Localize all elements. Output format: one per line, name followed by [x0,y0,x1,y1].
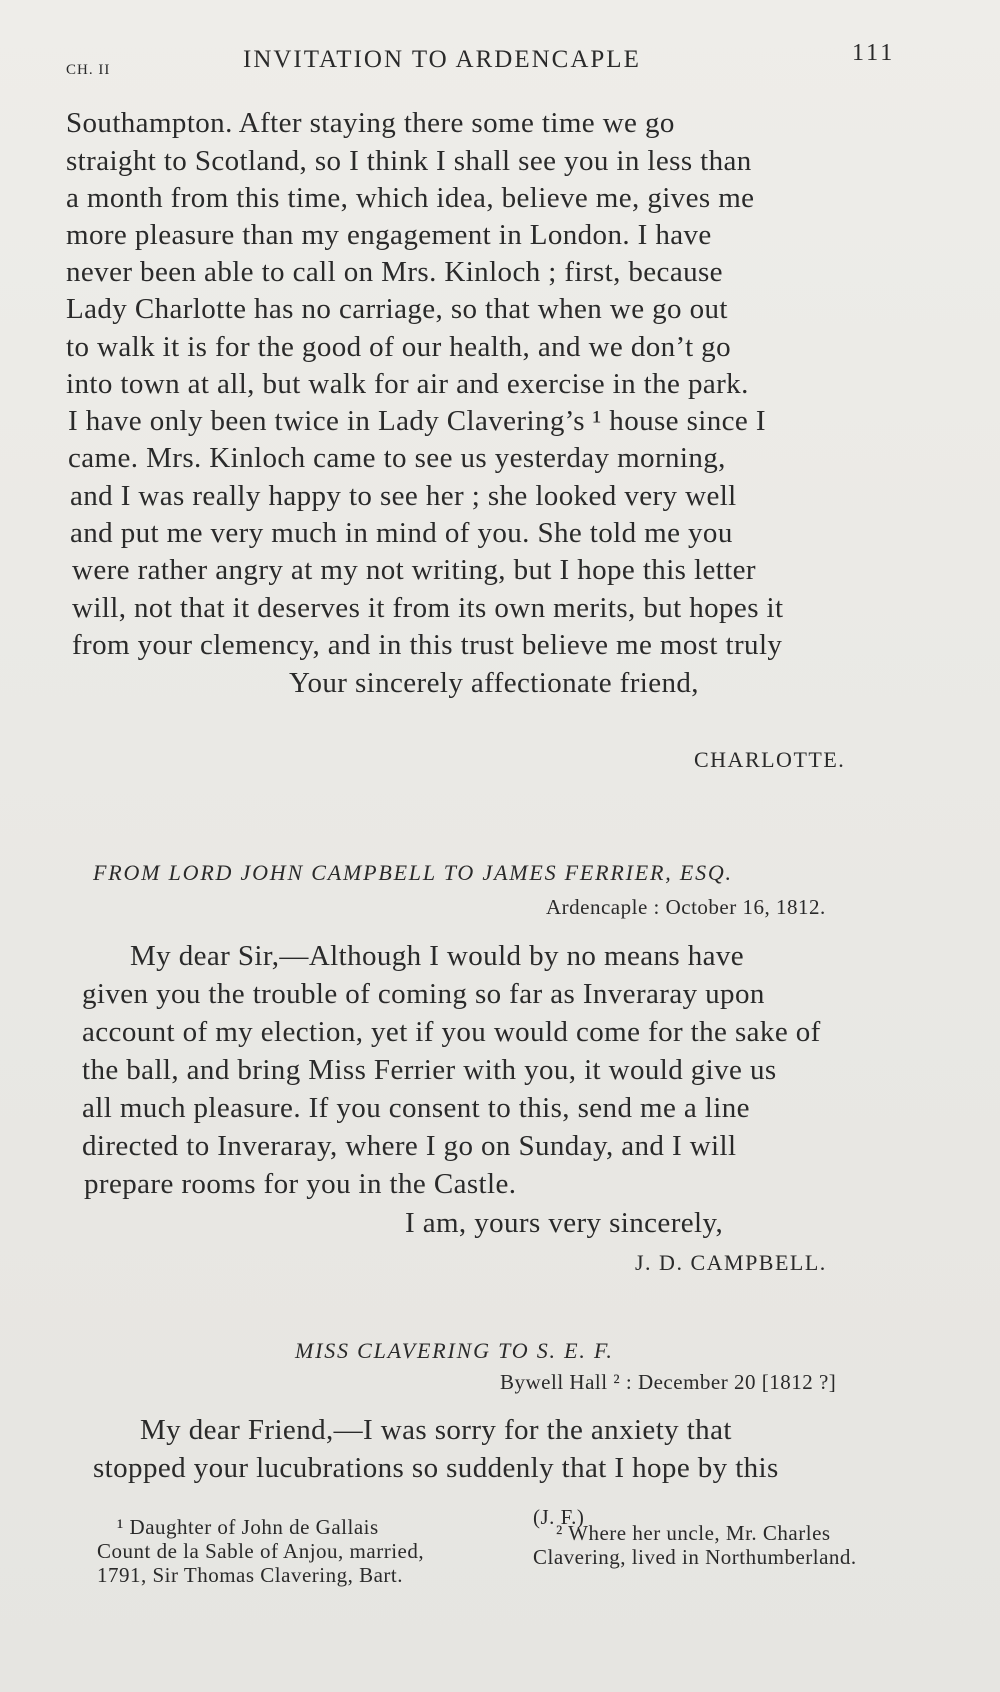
text-line: to walk it is for the good of our health, and we don’t go [66,331,731,363]
text-line: prepare rooms for you in the Castle. [84,1168,517,1200]
text-line: into town at all, but walk for air and exercise in the park. [66,368,749,400]
text-line: and put me very much in mind of you. She told me you [70,517,733,549]
letter-signature: CHARLOTTE. [694,747,846,772]
letter-closing: Your sincerely affectionate friend, [289,667,699,699]
text-line: My dear Sir,—Although I would by no means have [130,940,745,972]
letter-dateline: Bywell Hall ² : December 20 [1812 ?] [500,1370,837,1394]
text-line: stopped your lucubrations so suddenly that I hope by this [93,1452,779,1484]
text-line: My dear Friend,—I was sorry for the anxiety that [140,1414,732,1446]
text-line: all much pleasure. If you consent to this, send me a line [82,1092,750,1124]
running-title: INVITATION TO ARDENCAPLE [243,46,641,73]
text-line: directed to Inveraray, where I go on Sunday, and I will [82,1130,737,1162]
text-line: a month from this time, which idea, believe me, gives me [66,182,755,214]
text-line: I have only been twice in Lady Clavering’s ¹ house since I [68,405,766,437]
text-line: came. Mrs. Kinloch came to see us yesterday morning, [68,442,726,474]
letter-closing: I am, yours very sincerely, [405,1207,724,1239]
text-line: account of my election, yet if you would come for the sake of [82,1016,821,1048]
footnote-2-line: Clavering, lived in Northumberland. [533,1545,857,1569]
footnote-2-line: ² Where her uncle, Mr. Charles [556,1521,831,1545]
text-line: and I was really happy to see her ; she looked very well [70,480,737,512]
footnote-1-line: Count de la Sable of Anjou, married, [97,1539,425,1563]
footnote-1-line: 1791, Sir Thomas Clavering, Bart. [97,1563,403,1587]
page-number: 111 [852,40,896,66]
text-line: were rather angry at my not writing, but I hope this letter [72,554,756,586]
text-line: never been able to call on Mrs. Kinloch ; first, because [66,256,723,288]
footnote-1-line: ¹ Daughter of John de Gallais [117,1515,379,1539]
text-line: from your clemency, and in this trust believe me most truly [72,629,783,661]
footnote-attribution: (J. F.) [533,1505,585,1529]
chapter-label: CH. II [66,62,111,78]
letter-signature: J. D. CAMPBELL. [635,1250,827,1275]
text-line: the ball, and bring Miss Ferrier with you, it would give us [82,1054,777,1086]
text-line: straight to Scotland, so I think I shall see you in less than [66,145,752,177]
text-line: more pleasure than my engagement in London. I have [66,219,712,251]
text-line: given you the trouble of coming so far as Inveraray upon [82,978,765,1010]
letter-heading: MISS CLAVERING TO S. E. F. [295,1338,614,1363]
letter-heading: FROM LORD JOHN CAMPBELL TO JAMES FERRIER, ESQ. [93,860,733,885]
text-line: Southampton. After staying there some time we go [66,107,675,139]
text-line: Lady Charlotte has no carriage, so that when we go out [66,293,728,325]
letter-dateline: Ardencaple : October 16, 1812. [546,895,826,919]
text-line: will, not that it deserves it from its own merits, but hopes it [72,592,784,624]
